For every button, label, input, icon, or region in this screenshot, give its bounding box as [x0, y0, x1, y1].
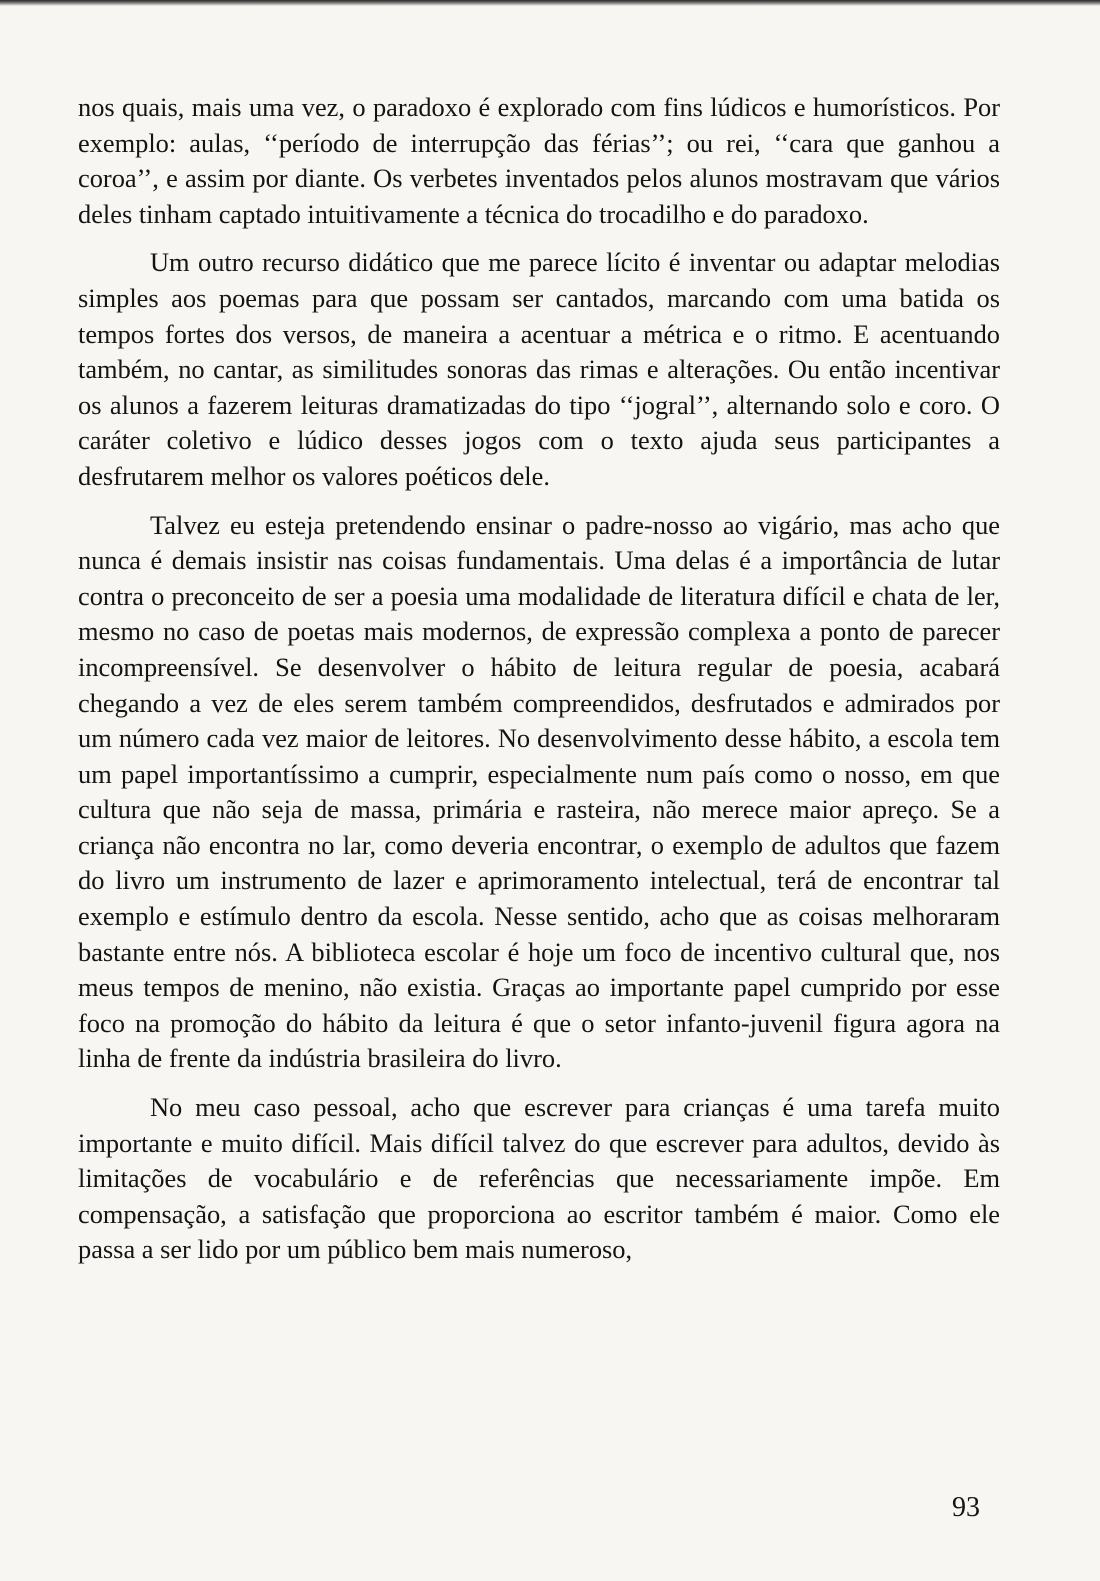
paragraph-3: Talvez eu esteja pretendendo ensinar o padre-nosso ao vigário, mas acho que nunca é demais insistir nas coisas fundamentais. Uma delas é a importância de lutar contra o preconceito de ser a poesia uma modalidade de literatura difícil e chata de ler, mesmo no caso de poetas mais modernos, de expressão complexa a ponto de parecer incompreensível. Se desenvolver o hábito de leitura regular de poesia, acabará chegando a vez de eles serem também compreendidos, desfrutados e admirados por um número cada vez maior de leitores. No desenvolvimento desse hábito, a escola tem um papel importantíssimo a cumprir, especialmente num país como o nosso, em que cultura que não seja de massa, primária e rasteira, não merece maior apreço. Se a criança não encontra no lar, como deveria encontrar, o exemplo de adultos que fazem do livro um instrumento de lazer e aprimoramento intelectual, terá de encontrar tal exemplo e estímulo dentro da escola. Nesse sentido, acho que as coisas melhoraram bastante entre nós. A biblioteca escolar é hoje um foco de incentivo cultural que, nos meus tempos de menino, não existia. Graças ao importante papel cumprido por esse foco na promoção do hábito da leitura é que o setor infanto-juvenil figura agora na linha de frente da indústria brasileira do livro. [78, 509, 1000, 1074]
page-top-edge [0, 0, 1100, 6]
page-number: 93 [952, 1492, 980, 1523]
paragraph-1: nos quais, mais uma vez, o paradoxo é explorado com fins lúdicos e humorísticos. Por exemplo: aulas, ‘‘período de interrupção das férias’’; ou rei, ‘‘cara que ganhou a coroa’’, e assim por diante. Os verbetes inventados pelos alunos mostravam que vários deles tinham captado intuitivamente a técnica do trocadilho e do paradoxo. [78, 92, 1000, 229]
paragraph-4: No meu caso pessoal, acho que escrever para crianças é uma tarefa muito importante e muito difícil. Mais difícil talvez do que escrever para adultos, devido às limitações de vocabulário e de referências que necessariamente impõe. Em compensação, a satisfação que proporciona ao escritor também é maior. Como ele passa a ser lido por um público bem mais numeroso, [78, 1092, 1000, 1265]
paragraph-2: Um outro recurso didático que me parece lícito é inventar ou adaptar melodias simples aos poemas para que possam ser cantados, marcando com uma batida os tempos fortes dos versos, de maneira a acentuar a métrica e o ritmo. E acentuando também, no cantar, as similitudes sonoras das rimas e alterações. Ou então incentivar os alunos a fazerem leituras dramatizadas do tipo ‘‘jogral’’, alternando solo e coro. O caráter coletivo e lúdico desses jogos com o texto ajuda seus participantes a desfrutarem melhor os valores poéticos dele. [78, 247, 1000, 491]
page-body [78, 90, 1000, 1281]
